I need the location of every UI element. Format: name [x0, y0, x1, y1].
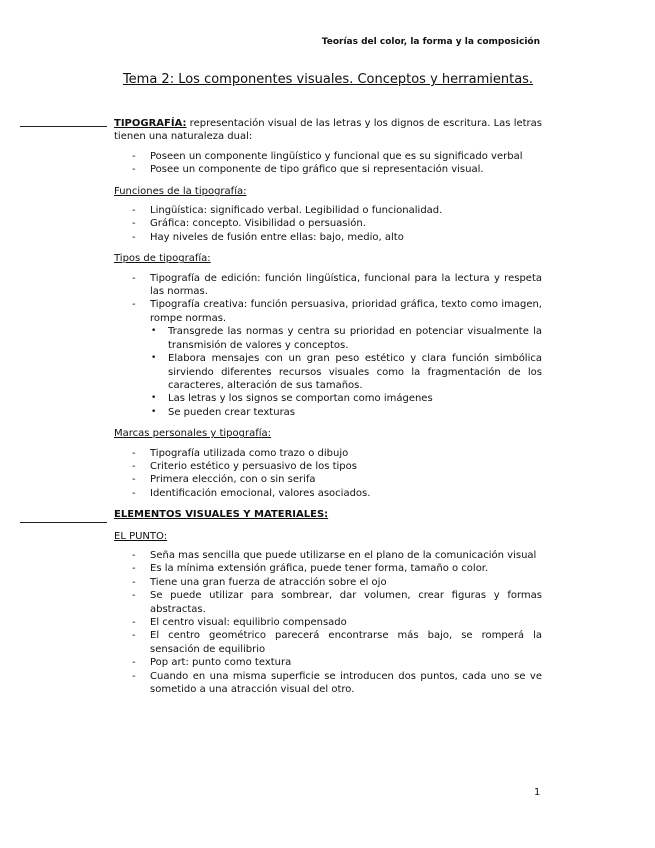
tipografia-intro: [114, 117, 542, 144]
elementos-heading: ELEMENTOS VISUALES Y MATERIALES:: [114, 509, 329, 521]
list-item: • Elabora mensajes con un gran peso estético y clara función simbólica sirviendo diferentes recursos visuales como la fragmentación de los caracteres, alteración de sus tamaños.: [150, 352, 542, 392]
margin-rule-elementos: [20, 522, 107, 523]
tipografia-heading: TIPOGRAFÍA:: [114, 118, 187, 129]
tipos-heading: Tipos de tipografía:: [114, 253, 211, 265]
list-item: - Cuando en una misma superficie se introducen dos puntos, cada uno se ve sometido a una atracción visual del otro.: [114, 670, 542, 697]
list-item: - El centro visual: equilibrio compensado: [114, 616, 542, 629]
funciones-list: [114, 204, 542, 244]
list-item: - Hay niveles de fusión entre ellas: bajo, medio, alto: [114, 231, 542, 244]
punto-heading: EL PUNTO:: [114, 530, 168, 542]
funciones-heading: Funciones de la tipografía:: [114, 185, 247, 197]
marcas-list: [114, 447, 542, 501]
list-item: - Primera elección, con o sin serifa: [114, 473, 542, 486]
list-item: - Identificación emocional, valores asociados.: [114, 487, 542, 500]
punto-list: [114, 549, 542, 696]
list-item: - Gráfica: concepto. Visibilidad o persuasión.: [114, 217, 542, 230]
list-item: - Posee un componente de tipo gráfico que si representación visual.: [114, 163, 542, 176]
list-item: - Criterio estético y persuasivo de los tipos: [114, 460, 542, 473]
document-body: [114, 117, 542, 696]
list-item: - Poseen un componente lingüístico y funcional que es su significado verbal: [114, 150, 542, 163]
list-item: - Se puede utilizar para sombrear, dar volumen, crear figuras y formas abstractas.: [114, 589, 542, 616]
page-number: 1: [534, 787, 541, 798]
marcas-heading: Marcas personales y tipografía:: [114, 428, 272, 440]
list-item: - Tipografía de edición: función lingüística, funcional para la lectura y respeta las normas.: [114, 272, 542, 299]
margin-rule-tipografia: [20, 126, 107, 127]
list-item: - Tiene una gran fuerza de atracción sobre el ojo: [114, 576, 542, 589]
list-item: - Es la mínima extensión gráfica, puede tener forma, tamaño o color.: [114, 562, 542, 575]
tipos-list: [114, 272, 542, 419]
list-item: - Seña mas sencilla que puede utilizarse en el plano de la comunicación visual: [114, 549, 542, 562]
list-item: • Transgrede las normas y centra su prioridad en potenciar visualmente la transmisión de valores y conceptos.: [150, 325, 542, 352]
list-item: - El centro geométrico parecerá encontrarse más bajo, se romperá la sensación de equilibrio: [114, 629, 542, 656]
tipografia-intro-text: representación visual de las letras y los dignos de escritura. Las letras tienen una naturaleza dual:: [114, 118, 542, 143]
tipo-creativa-text: Tipografía creativa: función persuasiva, prioridad gráfica, texto como imagen, rompe normas.: [150, 299, 542, 324]
list-item: • Se pueden crear texturas: [150, 406, 542, 419]
list-item: - Lingüística: significado verbal. Legibilidad o funcionalidad.: [114, 204, 542, 217]
dual-list: [114, 150, 542, 177]
running-header: Teorías del color, la forma y la composición: [321, 37, 540, 47]
list-item: [114, 298, 542, 419]
list-item: - Pop art: punto como textura: [114, 656, 542, 669]
list-item: • Las letras y los signos se comportan como imágenes: [150, 392, 542, 405]
list-item: - Tipografía utilizada como trazo o dibujo: [114, 447, 542, 460]
creativa-sublist: [150, 325, 542, 419]
page-title: Tema 2: Los componentes visuales. Conceptos y herramientas.: [122, 72, 534, 87]
